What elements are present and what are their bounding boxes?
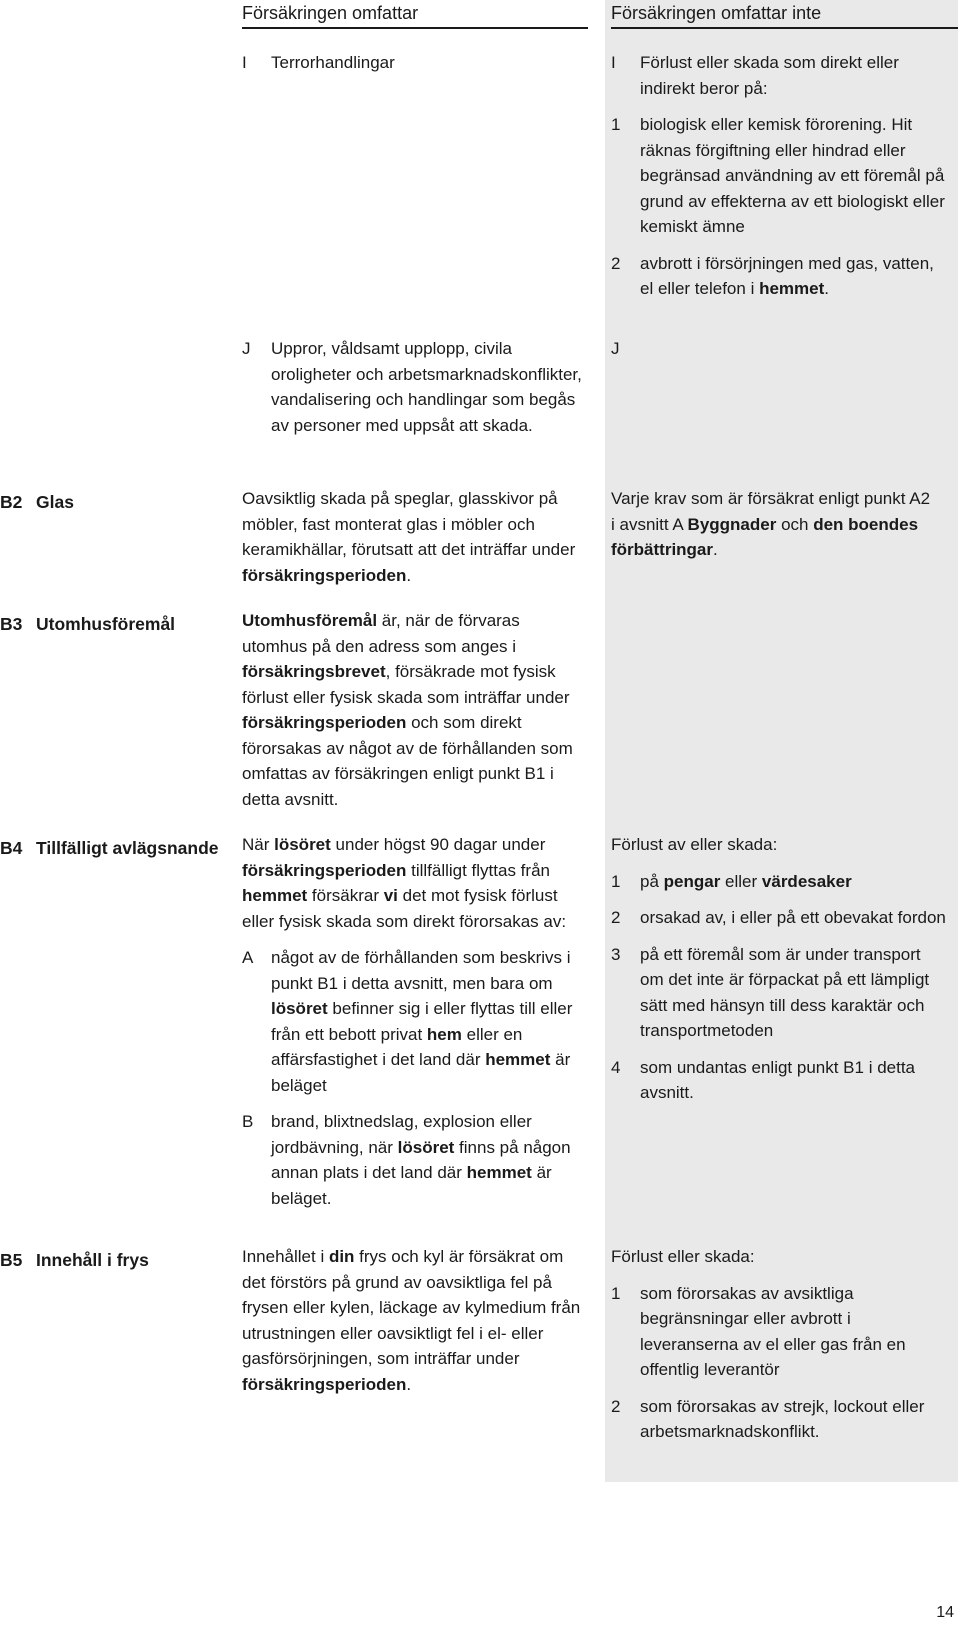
b2-exclusions (611, 486, 931, 574)
item-marker: I (611, 53, 616, 72)
item-marker: J (242, 339, 251, 358)
b4-exclusion-4: som undantas enligt punkt B1 i detta avsnitt. (640, 1057, 916, 1102)
section-title: Glas (36, 492, 74, 512)
section-code: B3 (0, 614, 23, 634)
b5-covers (242, 1244, 588, 1408)
item-number: 2 (611, 253, 621, 273)
item-number: 4 (611, 1057, 621, 1077)
item-marker: J (611, 339, 620, 358)
b3-covers-text: Utomhusföremål är, när de förvaras utomhus på den adress som anges i försäkringsbrevet, försäkrade mot fysisk förlust eller fysisk skada som inträffar under försäkringsperioden och som direkt förorsakas av något av de förhållanden som omfattas av försäkringen enligt punkt B1 i detta avsnitt. (242, 611, 573, 809)
uproar-exclusions (611, 336, 946, 373)
defined-term: hemmet (759, 279, 825, 298)
covers-header: Försäkringen omfattar (242, 3, 419, 23)
b5-exclusion-2: som förorsakas av strejk, lockout eller arbetsmarknadskonflikt. (640, 1396, 925, 1441)
b4-covers (242, 832, 588, 1222)
item-number: 3 (611, 944, 621, 964)
terror-title: Terrorhandlingar (271, 53, 395, 72)
item-number: 1 (611, 1283, 621, 1303)
terror-exclusion-text: biologisk eller kemisk förorening. Hit räknas förgiftning eller hindrad eller begränsad användning av ett föremål på grund av effekterna av ett biologiskt eller kemiskt ämne (640, 115, 945, 236)
item-marker: A (242, 948, 254, 967)
terror-exclusions (611, 50, 946, 313)
b4-exclusions (611, 832, 946, 1117)
b4-item-a: något av de förhållanden som beskrivs i punkt B1 i detta avsnitt, men bara om lösöret befinner sig i eller flyttas till eller från ett bebott privat hem eller en affärsfastighet i det land där hemmet är beläget (271, 948, 573, 1095)
section-title: Tillfälligt avlägsnande (36, 838, 219, 858)
section-b5-label (0, 1248, 149, 1274)
b5-covers-text: Innehållet i din frys och kyl är försäkrat om det förstörs på grund av oavsiktliga fel på frysen eller kylen, läckage av kylmedium från utrustningen eller oavsiktligt fel i el- eller gasförsörjningen, som inträffar under försäkringsperioden. (242, 1247, 581, 1394)
item-number: 2 (611, 1396, 621, 1416)
terror-covers (242, 50, 588, 87)
b4-exclusion-1: på pengar eller värdesaker (640, 871, 852, 891)
b4-exclusion-2: orsakad av, i eller på ett obevakat fordon (640, 908, 946, 927)
item-number: 1 (611, 115, 621, 134)
b4-item-b: brand, blixtnedslag, explosion eller jordbävning, när lösöret finns på någon annan plats i det land där hemmet är beläget. (271, 1112, 571, 1208)
section-code: B5 (0, 1250, 23, 1270)
b2-covers-text: Oavsiktlig skada på speglar, glasskivor på möbler, fast monterat glas i möbler och keramikhällar, förutsatt att det inträffar under försäkringsperioden. (242, 489, 576, 585)
b4-exclusion-intro: Förlust av eller skada: (611, 835, 778, 854)
item-marker: I (242, 53, 247, 72)
b4-intro: När lösöret under högst 90 dagar under försäkringsperioden tillfälligt flyttas från hemmet försäkrar vi det mot fysisk förlust eller fysisk skada som direkt förorsakas av: (242, 835, 567, 931)
section-b3-label (0, 612, 175, 638)
item-number: 2 (611, 908, 621, 927)
page-number: 14 (936, 1603, 954, 1621)
section-code: B2 (0, 492, 23, 512)
b2-covers (242, 486, 588, 599)
section-b4-label (0, 836, 219, 862)
item-marker: B (242, 1112, 254, 1131)
covers-header-rule (242, 27, 588, 29)
b5-exclusion-intro: Förlust eller skada: (611, 1247, 755, 1266)
b2-exclusion-text: Varje krav som är försäkrat enligt punkt A2 i avsnitt A Byggnader och den boendes förbättringar. (611, 489, 931, 559)
terror-exclusion-text: avbrott i försörjningen med gas, vatten, el eller telefon i hemmet. (640, 253, 934, 298)
b4-exclusion-3: på ett föremål som är under transport om det inte är förpackat på ett lämpligt sätt med hänsyn till dess karaktär och transportmetoden (640, 944, 930, 1040)
terror-exclusion-intro: Förlust eller skada som direkt eller indirekt beror på: (640, 53, 899, 98)
uproar-covers (242, 336, 588, 449)
b3-covers (242, 608, 588, 823)
uproar-text: Uppror, våldsamt upplopp, civila oroligheter och arbetsmarknadskonflikter, vandalisering och handlingar som begås av personer med uppsåt att skada. (271, 339, 582, 435)
b5-exclusion-1: som förorsakas av avsiktliga begränsningar eller avbrott i leveranserna av el eller gas från en offentlig leverantör (640, 1283, 906, 1379)
section-title: Utomhusföremål (36, 614, 176, 634)
section-b2-label (0, 490, 74, 516)
section-title: Innehåll i frys (36, 1250, 149, 1270)
b5-exclusions (611, 1244, 946, 1456)
not-covers-header: Försäkringen omfattar inte (611, 3, 822, 23)
item-number: 1 (611, 871, 621, 891)
not-covers-header-rule (611, 27, 958, 29)
section-code: B4 (0, 838, 23, 858)
